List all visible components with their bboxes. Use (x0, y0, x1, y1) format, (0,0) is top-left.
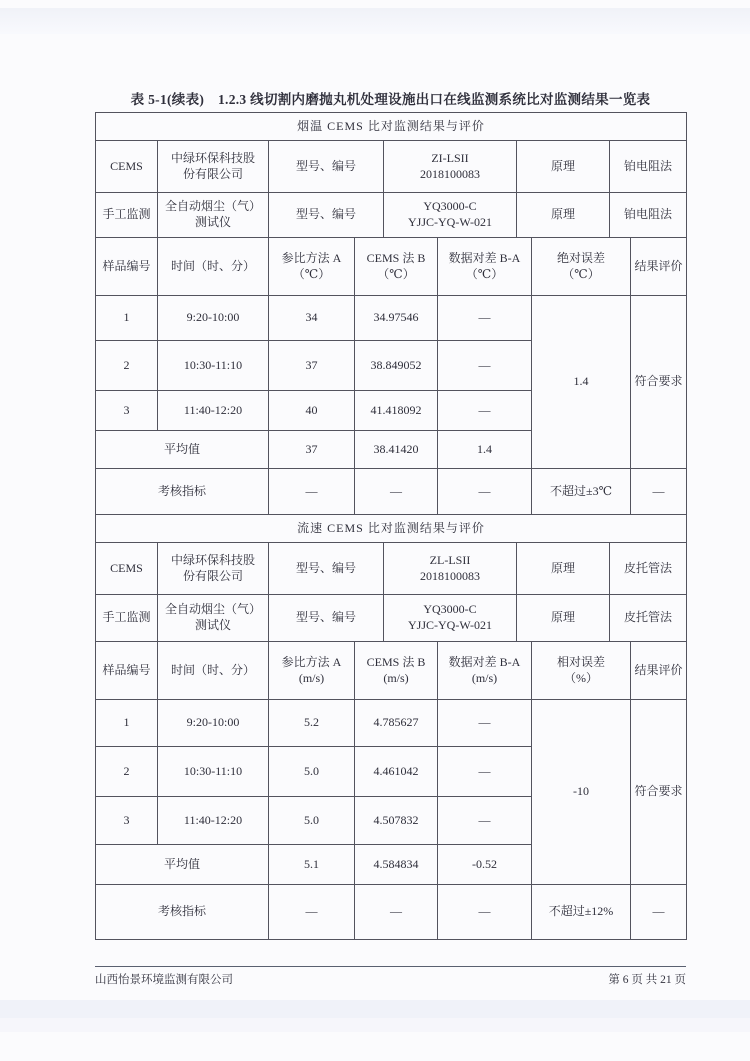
diff-value: — (438, 391, 532, 431)
assessment-result: — (631, 469, 687, 515)
average-diff: 1.4 (438, 431, 532, 469)
manual-org-cell (158, 193, 269, 238)
assessment-label: 考核指标 (96, 469, 269, 515)
assessment-cems: — (355, 885, 438, 940)
principle-value: 铂电阻法 (610, 193, 687, 238)
sample-no: 2 (96, 747, 158, 797)
model-line-1: YQ3000-C (423, 602, 477, 617)
col-sample-no: 样品编号 (96, 642, 158, 700)
model-line-1: ZI-LSII (431, 150, 469, 165)
footer-divider (95, 966, 686, 967)
col-error (532, 238, 631, 296)
principle-label: 原理 (517, 141, 610, 193)
col-line-2: （℃） (562, 266, 600, 281)
error-merged-value: -10 (532, 700, 631, 885)
scan-artifact-band-bottom (0, 1000, 750, 1018)
col-line-1: CEMS 法 B (366, 654, 426, 669)
model-line-1: ZL-LSII (429, 552, 471, 567)
org-line-1: 全自动烟尘（气） (164, 602, 261, 617)
org-line-2: 份有限公司 (182, 166, 243, 181)
average-label: 平均值 (96, 845, 269, 885)
model-line-2: YJJC-YQ-W-021 (408, 618, 492, 632)
evaluation-merged-value: 符合要求 (631, 700, 687, 885)
model-field-label: 型号、编号 (269, 543, 384, 595)
time-range: 9:20-10:00 (158, 700, 269, 747)
principle-value: 皮托管法 (610, 595, 687, 642)
cems-value: 34.97546 (355, 296, 438, 341)
col-result: 结果评价 (631, 642, 687, 700)
manual-label: 手工监测 (96, 193, 158, 238)
assessment-cems: — (355, 469, 438, 515)
section2-column-header-row (96, 642, 687, 700)
col-line-1: 绝对误差 (556, 250, 605, 265)
manual-model-cell (384, 595, 517, 642)
principle-label: 原理 (517, 193, 610, 238)
col-line-1: 数据对差 B-A (448, 250, 521, 265)
section2-manual-info-row (96, 595, 687, 642)
sample-no: 1 (96, 700, 158, 747)
org-line-2: 测试仪 (194, 618, 231, 632)
comparison-table-wrapper (95, 112, 687, 940)
col-time: 时间（时、分） (158, 238, 269, 296)
col-line-2: （%） (564, 670, 598, 685)
comparison-table (95, 112, 687, 940)
manual-model-cell (384, 193, 517, 238)
col-line-1: 相对误差 (556, 654, 605, 669)
cems-org-cell (158, 141, 269, 193)
sample-no: 1 (96, 296, 158, 341)
cems-label: CEMS (96, 543, 158, 595)
average-label: 平均值 (96, 431, 269, 469)
cems-value: 4.785627 (355, 700, 438, 747)
assessment-row (96, 469, 687, 515)
cems-model-cell (384, 543, 517, 595)
col-result: 结果评价 (631, 238, 687, 296)
assessment-row (96, 885, 687, 940)
diff-value: — (438, 341, 532, 391)
error-merged-value: 1.4 (532, 296, 631, 469)
average-cems: 4.584834 (355, 845, 438, 885)
assessment-label: 考核指标 (96, 885, 269, 940)
time-range: 10:30-11:10 (158, 341, 269, 391)
time-range: 11:40-12:20 (158, 391, 269, 431)
footer-company: 山西怡景环境监测有限公司 (95, 974, 233, 986)
assessment-result: — (631, 885, 687, 940)
col-reference-method (269, 642, 355, 700)
section2-cems-info-row (96, 543, 687, 595)
col-line-2: (m/s) (383, 670, 409, 685)
col-line-2: (m/s) (471, 670, 498, 685)
col-line-2: （℃） (292, 266, 331, 281)
section1-header-row (96, 113, 687, 141)
org-line-2: 测试仪 (194, 215, 231, 229)
section2-header-row (96, 515, 687, 543)
org-line-1: 中绿环保科技股 (170, 552, 255, 567)
col-cems-method (355, 642, 438, 700)
table-title: 表 5-1(续表) 1.2.3 线切割内磨抛丸机处理设施出口在线监测系统比对监测结果一览表 (130, 92, 651, 107)
model-field-label: 型号、编号 (269, 595, 384, 642)
table-row (96, 700, 687, 747)
scan-artifact-band-bottom-2 (0, 1018, 750, 1032)
col-line-1: CEMS 法 B (366, 250, 426, 265)
section1-title: 烟温 CEMS 比对监测结果与评价 (96, 113, 687, 141)
section1-cems-info-row (96, 141, 687, 193)
page-footer (95, 971, 686, 987)
model-line-2: 2018100083 (420, 166, 480, 181)
ref-value: 40 (269, 391, 355, 431)
manual-org-cell (158, 595, 269, 642)
table-row (96, 296, 687, 341)
diff-value: — (438, 296, 532, 341)
ref-value: 5.2 (269, 700, 355, 747)
principle-value: 皮托管法 (610, 543, 687, 595)
ref-value: 37 (269, 341, 355, 391)
assessment-diff: — (438, 885, 532, 940)
model-line-2: 2018100083 (420, 568, 480, 583)
average-diff: -0.52 (438, 845, 532, 885)
sample-no: 3 (96, 797, 158, 845)
col-reference-method (269, 238, 355, 296)
col-data-diff (438, 238, 532, 296)
time-range: 10:30-11:10 (158, 747, 269, 797)
cems-value: 38.849052 (355, 341, 438, 391)
diff-value: — (438, 747, 532, 797)
time-range: 9:20-10:00 (158, 296, 269, 341)
col-error (532, 642, 631, 700)
ref-value: 34 (269, 296, 355, 341)
col-line-2: （℃） (377, 266, 415, 281)
model-field-label: 型号、编号 (269, 141, 384, 193)
assessment-ref: — (269, 469, 355, 515)
col-line-1: 数据对差 B-A (448, 654, 521, 669)
footer-page-number: 第 6 页 共 21 页 (608, 974, 686, 986)
col-line-2: (m/s) (298, 670, 325, 685)
principle-label: 原理 (517, 543, 610, 595)
section1-manual-info-row (96, 193, 687, 238)
cems-model-cell (384, 141, 517, 193)
diff-value: — (438, 700, 532, 747)
section1-column-header-row (96, 238, 687, 296)
scan-artifact-band-top (0, 8, 750, 34)
evaluation-merged-value: 符合要求 (631, 296, 687, 469)
col-cems-method (355, 238, 438, 296)
cems-org-cell (158, 543, 269, 595)
assessment-diff: — (438, 469, 532, 515)
org-line-1: 中绿环保科技股 (170, 150, 255, 165)
principle-label: 原理 (517, 595, 610, 642)
assessment-limit: 不超过±12% (532, 885, 631, 940)
average-cems: 38.41420 (355, 431, 438, 469)
average-ref: 5.1 (269, 845, 355, 885)
diff-value: — (438, 797, 532, 845)
assessment-limit: 不超过±3℃ (532, 469, 631, 515)
cems-value: 4.461042 (355, 747, 438, 797)
org-line-2: 份有限公司 (182, 568, 243, 583)
manual-label: 手工监测 (96, 595, 158, 642)
cems-value: 4.507832 (355, 797, 438, 845)
assessment-ref: — (269, 885, 355, 940)
model-field-label: 型号、编号 (269, 193, 384, 238)
ref-value: 5.0 (269, 797, 355, 845)
col-line-1: 参比方法 A (281, 654, 342, 669)
sample-no: 3 (96, 391, 158, 431)
org-line-1: 全自动烟尘（气） (164, 199, 261, 214)
section2-title: 流速 CEMS 比对监测结果与评价 (96, 515, 687, 543)
col-time: 时间（时、分） (158, 642, 269, 700)
cems-value: 41.418092 (355, 391, 438, 431)
ref-value: 5.0 (269, 747, 355, 797)
col-data-diff (438, 642, 532, 700)
col-sample-no: 样品编号 (96, 238, 158, 296)
time-range: 11:40-12:20 (158, 797, 269, 845)
model-line-2: YJJC-YQ-W-021 (408, 215, 492, 229)
sample-no: 2 (96, 341, 158, 391)
model-line-1: YQ3000-C (423, 199, 477, 214)
average-ref: 37 (269, 431, 355, 469)
principle-value: 铂电阻法 (610, 141, 687, 193)
col-line-2: （℃） (465, 266, 504, 281)
col-line-1: 参比方法 A (281, 250, 342, 265)
cems-label: CEMS (96, 141, 158, 193)
